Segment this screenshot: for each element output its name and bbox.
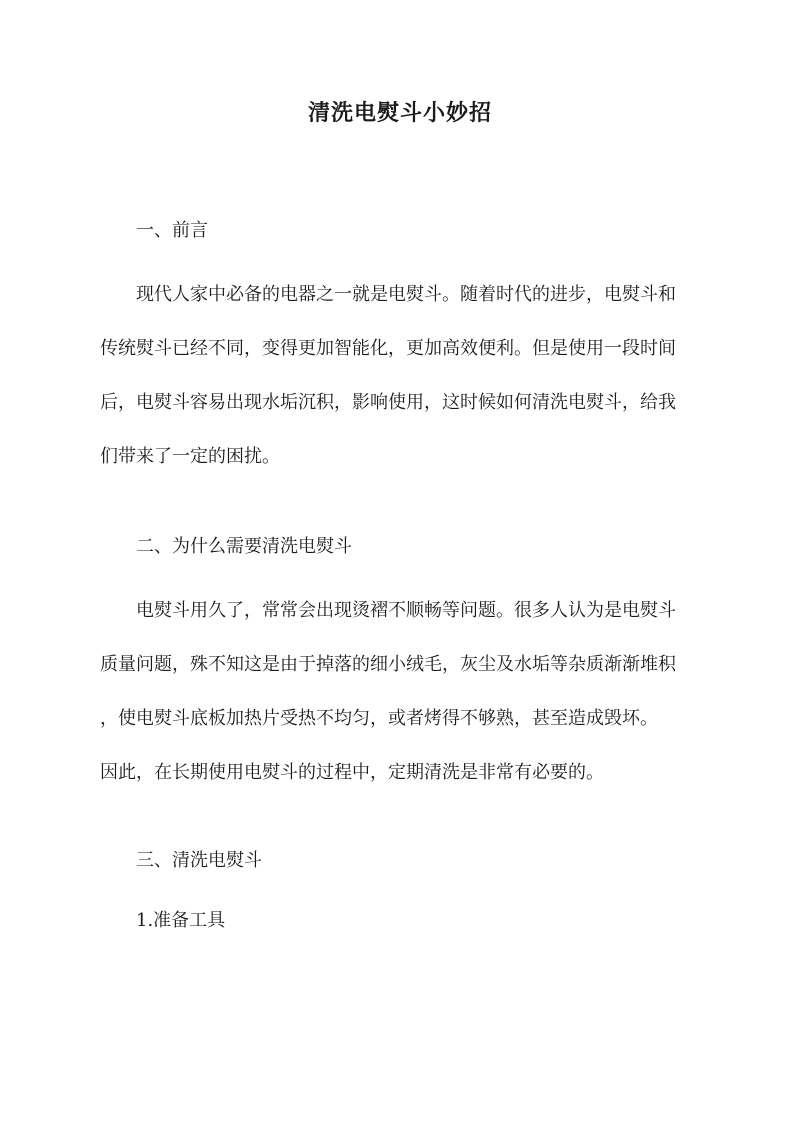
section-heading-preface: 一、前言 — [136, 220, 208, 241]
section-heading-why-clean: 二、为什么需要清洗电熨斗 — [136, 536, 352, 557]
paragraph-line: 质量问题，殊不知这是由于掉落的细小绒毛，灰尘及水垢等杂质渐渐堆积 — [100, 654, 676, 675]
paragraph-line: 们带来了一定的困扰。 — [100, 446, 280, 467]
paragraph-why-clean — [100, 584, 702, 800]
document-title: 清洗电熨斗小妙招 — [307, 100, 492, 126]
paragraph-preface — [100, 268, 702, 484]
paragraph-line: 电熨斗用久了，常常会出现烫褶不顺畅等问题。很多人认为是电熨斗 — [136, 600, 676, 621]
paragraph-line: 因此，在长期使用电熨斗的过程中，定期清洗是非常有必要的。 — [100, 762, 604, 783]
paragraph-line: 传统熨斗已经不同，变得更加智能化，更加高效便利。但是使用一段时间 — [100, 338, 676, 359]
section-heading-cleaning: 三、清洗电熨斗 — [136, 850, 262, 871]
subheading-prepare-tools: 1.准备工具 — [136, 910, 226, 931]
paragraph-line: ，使电熨斗底板加热片受热不均匀，或者烤得不够熟，甚至造成毁坏。 — [100, 708, 658, 729]
paragraph-line: 现代人家中必备的电器之一就是电熨斗。随着时代的进步，电熨斗和 — [136, 284, 676, 305]
paragraph-line: 后，电熨斗容易出现水垢沉积，影响使用，这时候如何清洗电熨斗，给我 — [100, 392, 676, 413]
